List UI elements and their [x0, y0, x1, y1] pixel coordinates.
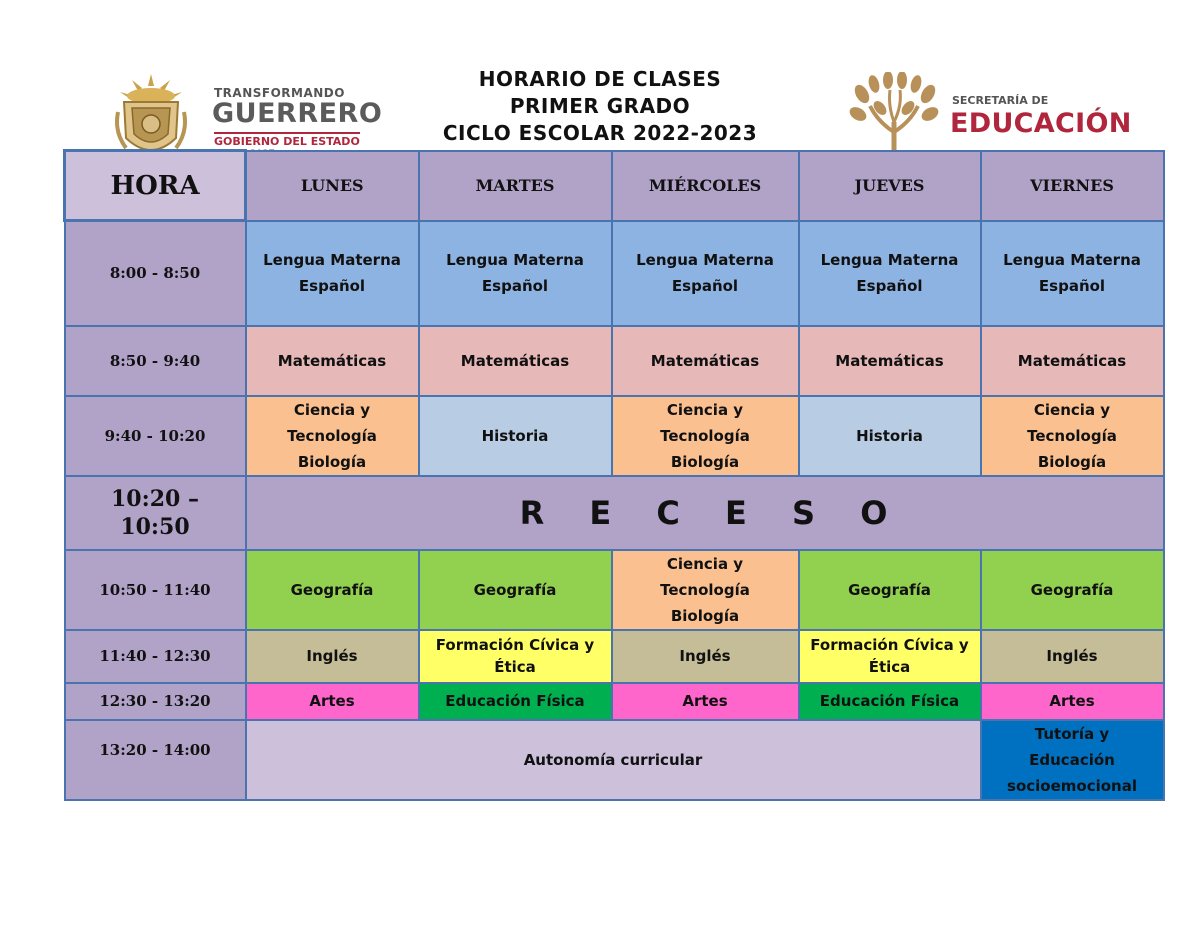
- schedule-table: [63, 149, 1165, 801]
- table-header-row: [65, 151, 1164, 221]
- header-hora: HORA: [65, 151, 246, 221]
- time-cell: 9:40 - 10:20: [65, 396, 246, 476]
- subject-cell: Inglés: [981, 630, 1164, 683]
- table-row: [65, 630, 1164, 683]
- title-line-1: HORARIO DE CLASES: [478, 67, 722, 91]
- subject-text: Educación: [1029, 750, 1115, 769]
- subject-text: Biología: [1037, 452, 1107, 471]
- subject-cell: Inglés: [612, 630, 799, 683]
- subject-text: Lengua Materna: [820, 251, 959, 269]
- subject-cell: Matemáticas: [799, 326, 981, 396]
- subject-text: Biología: [670, 606, 740, 625]
- title-line-2: PRIMER GRADO: [509, 94, 691, 118]
- subject-text: socioemocional: [1007, 776, 1137, 795]
- subject-text: Español: [481, 277, 549, 295]
- logo-right-top-text: SECRETARÍA DE: [952, 94, 1049, 107]
- subject-text: Tecnología: [1027, 426, 1117, 445]
- subject-cell: Artes: [981, 683, 1164, 720]
- logo-right-main-text: EDUCACIÓN: [950, 108, 1132, 139]
- table-row: [65, 683, 1164, 720]
- time-cell: 13:20 - 14:00: [65, 720, 246, 800]
- header-martes: MARTES: [419, 151, 612, 221]
- subject-cell: [246, 221, 419, 326]
- header-lunes: LUNES: [246, 151, 419, 221]
- subject-text: Tecnología: [287, 426, 377, 445]
- subject-text: Ética: [494, 658, 536, 676]
- subject-text: Ciencia y: [666, 400, 744, 419]
- subject-text: Ciencia y: [1033, 400, 1111, 419]
- table-row: [65, 326, 1164, 396]
- subject-cell: Inglés: [246, 630, 419, 683]
- subject-cell: Geografía: [981, 550, 1164, 630]
- header-jueves: JUEVES: [799, 151, 981, 221]
- subject-text: Español: [298, 277, 366, 295]
- subject-cell: [612, 396, 799, 476]
- subject-cell: Historia: [799, 396, 981, 476]
- receso-row: [65, 476, 1164, 550]
- subject-cell: [981, 396, 1164, 476]
- time-cell: 8:50 - 9:40: [65, 326, 246, 396]
- receso-cell: R E C E S O: [246, 476, 1164, 550]
- subject-cell: Matemáticas: [419, 326, 612, 396]
- subject-cell: [981, 221, 1164, 326]
- time-cell: [65, 476, 246, 550]
- subject-text: Español: [856, 277, 923, 295]
- subject-cell: Geografía: [246, 550, 419, 630]
- subject-text: Biología: [670, 452, 740, 471]
- subject-text: Ciencia y: [666, 554, 744, 573]
- subject-text: Lengua Materna: [1003, 251, 1141, 269]
- subject-cell: [246, 396, 419, 476]
- autonomia-cell: Autonomía curricular: [246, 720, 981, 800]
- table-row: [65, 221, 1164, 326]
- subject-cell: [799, 221, 981, 326]
- subject-cell: [799, 630, 981, 683]
- subject-text: Ciencia y: [293, 400, 371, 419]
- subject-cell: [981, 720, 1164, 800]
- subject-cell: Educación Física: [799, 683, 981, 720]
- subject-text: Español: [1038, 277, 1106, 295]
- subject-cell: [612, 550, 799, 630]
- subject-cell: Artes: [246, 683, 419, 720]
- logo-left-gov-text: GOBIERNO DEL ESTADO: [214, 132, 360, 148]
- subject-cell: Historia: [419, 396, 612, 476]
- header-miercoles: MIÉRCOLES: [612, 151, 799, 221]
- subject-cell: Matemáticas: [981, 326, 1164, 396]
- subject-text: Tecnología: [660, 426, 750, 445]
- subject-text: Biología: [297, 452, 367, 471]
- subject-cell: Artes: [612, 683, 799, 720]
- time-text: 10:50: [120, 513, 190, 540]
- subject-text: Formación Cívica y: [435, 636, 595, 654]
- logo-left-main-text: GUERRERO: [212, 98, 383, 129]
- subject-text: Tecnología: [660, 580, 750, 599]
- table-row: [65, 396, 1164, 476]
- subject-cell: Matemáticas: [612, 326, 799, 396]
- subject-cell: [419, 221, 612, 326]
- page-title: [400, 66, 800, 147]
- subject-text: Lengua Materna: [446, 251, 584, 269]
- subject-text: Español: [671, 277, 739, 295]
- subject-cell: Educación Física: [419, 683, 612, 720]
- subject-text: Tutoría y: [1034, 724, 1110, 743]
- subject-text: Ética: [868, 658, 911, 676]
- time-cell: 12:30 - 13:20: [65, 683, 246, 720]
- subject-cell: Matemáticas: [246, 326, 419, 396]
- subject-text: Formación Cívica y: [810, 636, 969, 654]
- subject-text: Lengua Materna: [636, 251, 774, 269]
- subject-cell: Geografía: [419, 550, 612, 630]
- subject-text: Lengua Materna: [263, 251, 401, 269]
- table-row: [65, 720, 1164, 800]
- subject-cell: [419, 630, 612, 683]
- subject-cell: [612, 221, 799, 326]
- subject-cell: Geografía: [799, 550, 981, 630]
- logo-left-top-text: TRANSFORMANDO: [214, 86, 345, 100]
- time-cell: 11:40 - 12:30: [65, 630, 246, 683]
- time-text: 10:20 –: [110, 485, 199, 512]
- table-row: [65, 550, 1164, 630]
- time-cell: 10:50 - 11:40: [65, 550, 246, 630]
- title-line-3: CICLO ESCOLAR 2022-2023: [442, 121, 758, 145]
- time-cell: 8:00 - 8:50: [65, 221, 246, 326]
- header-viernes: VIERNES: [981, 151, 1164, 221]
